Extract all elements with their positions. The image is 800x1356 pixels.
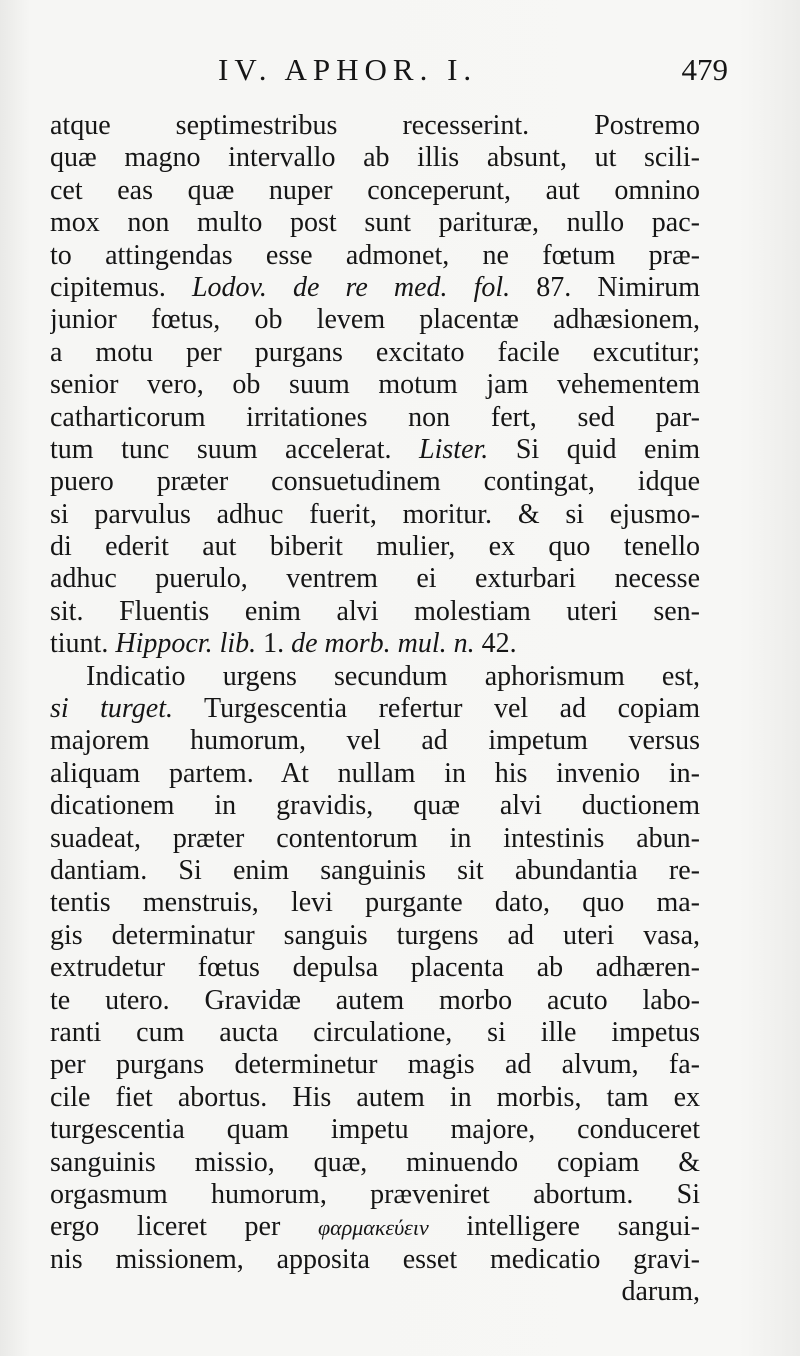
text-line: Indicatio urgens secundum aphorismum est,	[86, 660, 700, 692]
text-line	[50, 272, 700, 304]
text-line: orgasmum humorum, præveniret abortum. Si	[50, 1178, 700, 1210]
text-run: Si quid enim	[515, 433, 700, 465]
text-line: cile fiet abortus. His autem in morbis, tam ex	[50, 1081, 700, 1113]
text-run: ergo liceret per	[50, 1211, 281, 1243]
text-line: to attingendas esse admonet, ne fœtum præ-	[50, 239, 700, 271]
text-run: tum tunc suum accelerat.	[50, 433, 392, 465]
text-run: Turgescentia refertur vel ad copiam	[203, 693, 700, 725]
text-line: gis determinatur sanguis turgens ad uteri vasa,	[50, 919, 700, 951]
page-number: 479	[681, 52, 728, 87]
text-line: dantiam. Si enim sanguinis sit abundantia re-	[50, 854, 700, 886]
text-line: extrudetur fœtus depulsa placenta ab adhæren-	[50, 952, 700, 984]
text-line: junior fœtus, ob levem placentæ adhæsionem,	[50, 304, 700, 336]
text-line: ranti cum aucta circulatione, si ille impetus	[50, 1016, 700, 1048]
text-line: tentis menstruis, levi purgante dato, quo ma-	[50, 887, 700, 919]
text-run: 1.	[263, 628, 285, 660]
text-line: a motu per purgans excitato facile excutitur;	[50, 336, 700, 368]
text-line	[50, 628, 700, 660]
text-run: intelligere sangui-	[466, 1211, 700, 1243]
citation: Lister.	[419, 433, 489, 465]
body-text	[50, 110, 700, 1308]
text-line: quæ magno intervallo ab illis absunt, ut scili-	[50, 142, 700, 174]
text-line: dicationem in gravidis, quæ alvi ductionem	[50, 790, 700, 822]
text-run: 42.	[481, 628, 517, 660]
text-line: sanguinis missio, quæ, minuendo copiam &	[50, 1146, 700, 1178]
text-line: senior vero, ob suum motum jam vehementem	[50, 369, 700, 401]
text-run: cipitemus.	[50, 271, 166, 303]
text-line: per purgans determinetur magis ad alvum, fa-	[50, 1049, 700, 1081]
text-run: tiunt.	[50, 628, 109, 660]
text-line: turgescentia quam impetu majore, conduceret	[50, 1114, 700, 1146]
catchword: darum,	[621, 1276, 700, 1308]
text-line: mox non multo post sunt parituræ, nullo pac-	[50, 207, 700, 239]
text-line: nis missionem, apposita esset medicatio gravi-	[50, 1243, 700, 1275]
page-header	[50, 52, 750, 96]
text-line: te utero. Gravidæ autem morbo acuto labo-	[50, 984, 700, 1016]
text-line: si parvulus adhuc fuerit, moritur. & si ejusmo-	[50, 498, 700, 530]
text-line: adhuc puerulo, ventrem ei exturbari necesse	[50, 563, 700, 595]
text-line: puero præter consuetudinem contingat, idque	[50, 466, 700, 498]
running-head: IV. APHOR. I.	[218, 52, 478, 87]
citation: Lodov. de re med. fol.	[191, 271, 511, 303]
text-line: atque septimestribus recesserint. Postremo	[50, 110, 700, 141]
text-line: aliquam partem. At nullam in his invenio in-	[50, 757, 700, 789]
text-line	[50, 1211, 700, 1243]
text-line: suadeat, præter contentorum in intestinis abun-	[50, 822, 700, 854]
text-line: di ederit aut biberit mulier, ex quo tenello	[50, 531, 700, 563]
text-line	[50, 434, 700, 466]
text-line	[50, 693, 700, 725]
text-line: cet eas quæ nuper conceperunt, aut omnino	[50, 174, 700, 206]
citation: Hippocr. lib.	[115, 628, 257, 660]
greek-word: φαρμακεύειν	[317, 1215, 429, 1241]
text-run: 87. Nimirum	[536, 271, 700, 303]
citation: de morb. mul. n.	[291, 628, 475, 660]
text-line: majorem humorum, vel ad impetum versus	[50, 725, 700, 757]
text-line: catharticorum irritationes non fert, sed par-	[50, 401, 700, 433]
text-line: sit. Fluentis enim alvi molestiam uteri sen-	[50, 595, 700, 627]
quotation: si turget.	[50, 693, 173, 725]
